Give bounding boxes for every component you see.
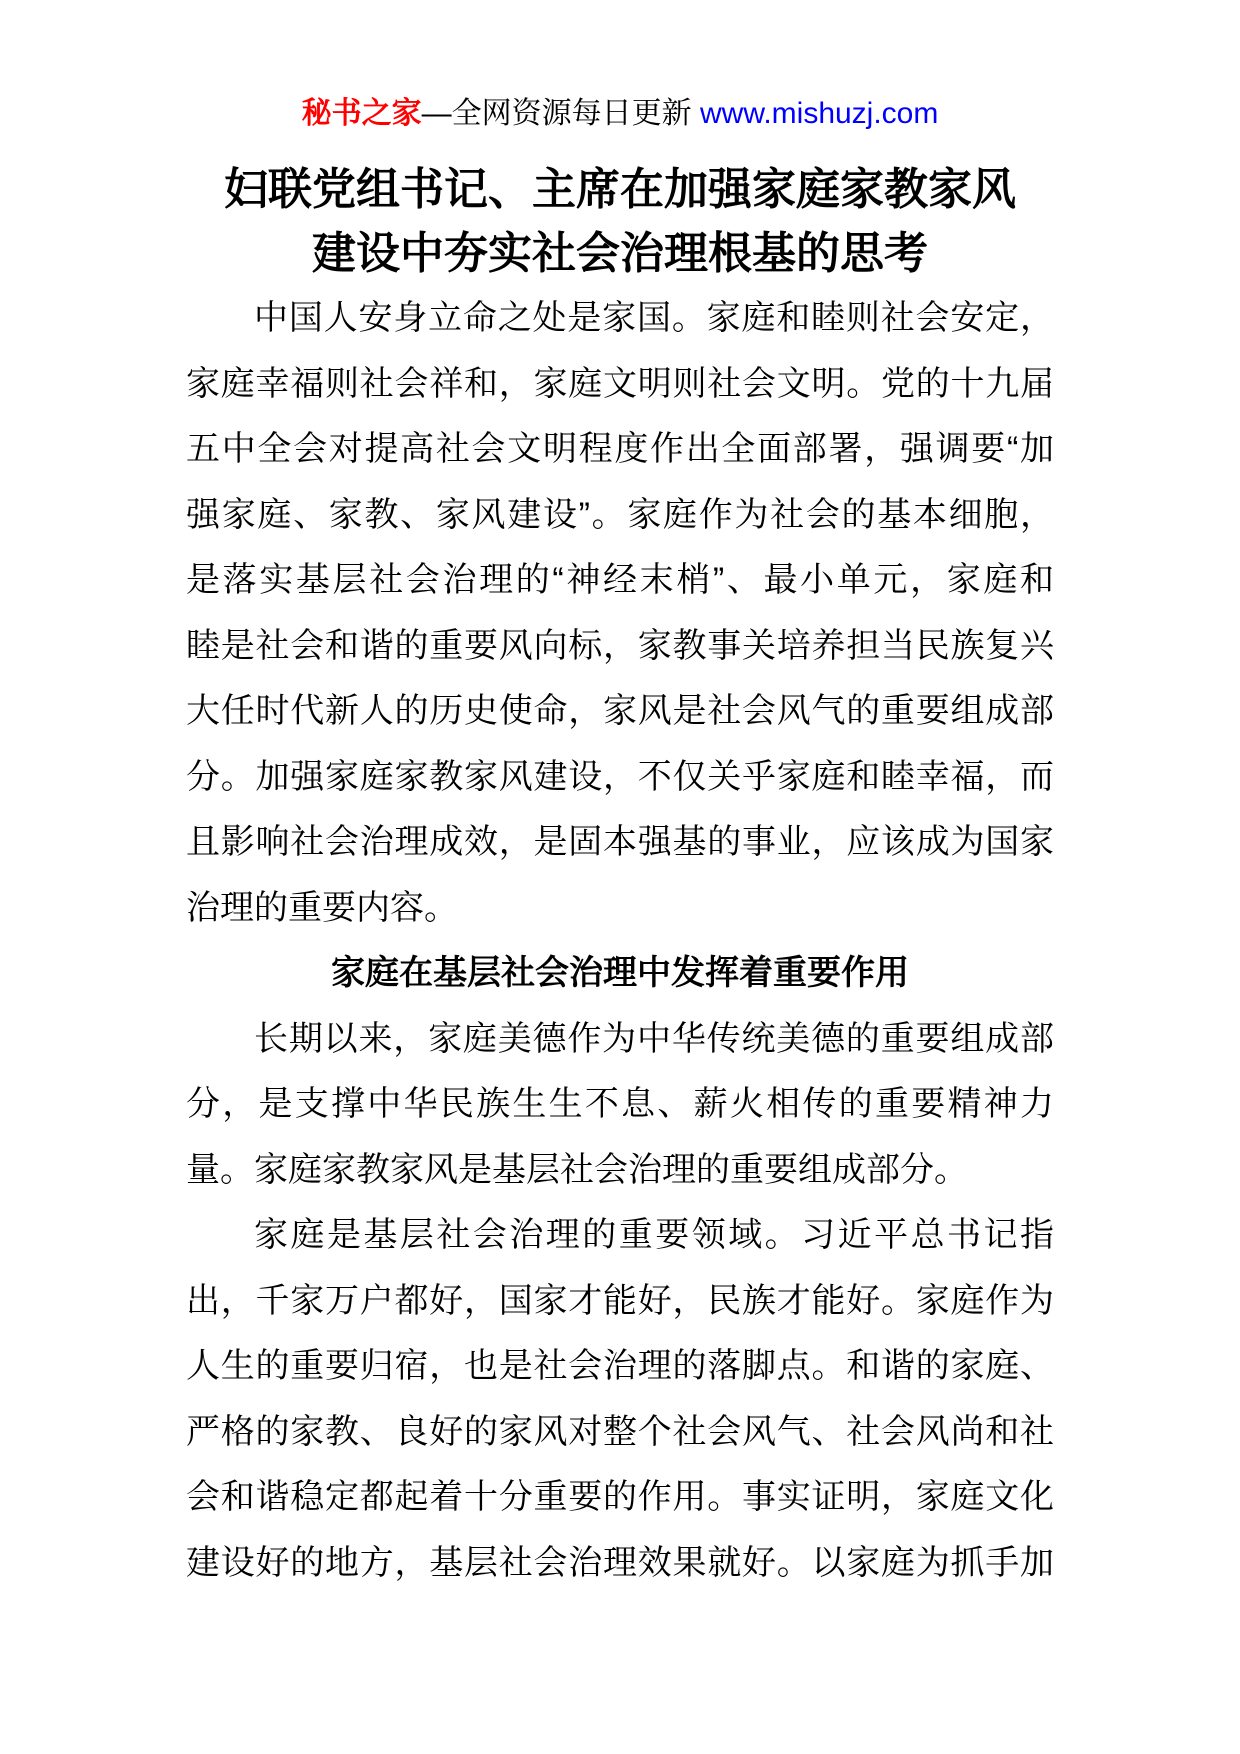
site-name: 秘书之家 [301, 97, 422, 130]
section-heading: 家庭在基层社会治理中发挥着重要作用 [331, 954, 909, 992]
text-line: 出，千家万户都好，国家才能好，民族才能好。家庭作为 [186, 1281, 1054, 1320]
document-title-line-1: 妇联党组书记、主席在加强家庭家教家风 [224, 165, 1016, 214]
document-title-line-2: 建设中夯实社会治理根基的思考 [312, 229, 928, 278]
text-line: 长期以来，家庭美德作为中华传统美德的重要组成部 [254, 1019, 1054, 1058]
text-line: 建设好的地方，基层社会治理效果就好。以家庭为抓手加 [186, 1543, 1054, 1582]
text-line: 强家庭、家教、家风建设”。家庭作为社会的基本细胞， [186, 495, 1054, 534]
text-line: 五中全会对提高社会文明程度作出全面部署，强调要“加 [186, 430, 1054, 468]
text-line: 睦是社会和谐的重要风向标，家教事关培养担当民族复兴 [186, 626, 1054, 665]
text-line: 家庭是基层社会治理的重要领域。习近平总书记指 [254, 1216, 1054, 1254]
site-url-link[interactable]: www.mishuzj.com [699, 97, 939, 130]
text-line: 人生的重要归宿，也是社会治理的落脚点。和谐的家庭、 [186, 1347, 1054, 1385]
text-line: 且影响社会治理成效，是固本强基的事业，应该成为国家 [186, 823, 1054, 861]
text-line: 治理的重要内容。 [186, 888, 458, 927]
page-header [0, 0, 1240, 132]
text-line: 中国人安身立命之处是家国。家庭和睦则社会安定， [254, 299, 1054, 337]
document-title [0, 158, 1240, 286]
text-line: 是落实基层社会治理的“神经末梢”、最小单元，家庭和 [186, 561, 1054, 599]
text-line: 量。家庭家教家风是基层社会治理的重要组成部分。 [186, 1150, 968, 1189]
text-line: 家庭幸福则社会祥和，家庭文明则社会文明。党的十九届 [186, 364, 1054, 403]
header-tagline: —全网资源每日更新 [421, 97, 692, 130]
text-line: 严格的家教、良好的家风对整个社会风气、社会风尚和社 [186, 1412, 1054, 1451]
text-line: 会和谐稳定都起着十分重要的作用。事实证明，家庭文化 [186, 1478, 1054, 1516]
document-body [186, 286, 1054, 1596]
text-line: 分。加强家庭家教家风建设，不仅关乎家庭和睦幸福，而 [186, 757, 1054, 796]
text-line: 分，是支撑中华民族生生不息、薪火相传的重要精神力 [186, 1085, 1054, 1123]
text-line: 大任时代新人的历史使命，家风是社会风气的重要组成部 [186, 692, 1054, 730]
